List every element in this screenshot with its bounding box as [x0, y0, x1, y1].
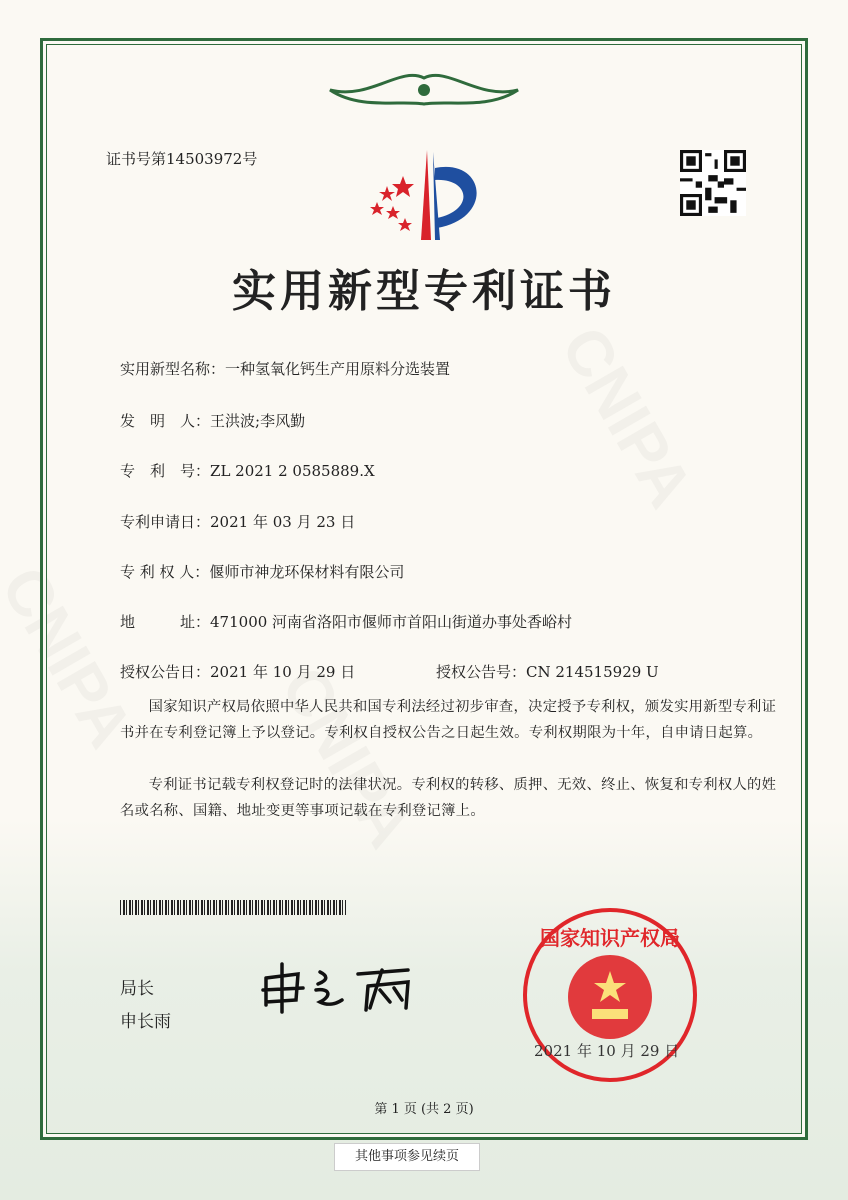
field-value: 偃师市神龙环保材料有限公司: [209, 563, 405, 581]
field-patentee: [120, 561, 404, 582]
field-label: 专 利 号：: [120, 462, 211, 480]
field-label: 专 利 权 人：: [120, 563, 210, 581]
field-label: 发 明 人：: [120, 412, 211, 430]
page-indicator: 第 1 页 (共 2 页): [374, 1102, 474, 1117]
field-grant-date: [120, 661, 355, 682]
field-label: 专利申请日：: [120, 513, 211, 531]
ornament-icon: [310, 70, 538, 110]
cnipa-logo-icon: [365, 148, 490, 243]
qr-code: [680, 150, 746, 216]
signature-icon: [258, 960, 438, 1015]
paragraph-grant: 国家知识产权局依照中华人民共和国专利法经过初步审查，决定授予专利权，颁发实用新型专利证书并在专利登记簿上予以登记。专利权自授权公告之日起生效。专利权期限为十年，自申请日起算。: [120, 699, 777, 741]
field-value: 471000 河南省洛阳市偃师市首阳山街道办事处香峪村: [210, 613, 573, 631]
field-address: [120, 611, 572, 632]
field-value: ZL 2021 2 0585889.X: [210, 462, 375, 480]
field-value: 王洪波;李风勤: [210, 412, 306, 430]
field-label: 地 址：: [120, 613, 211, 631]
field-application-date: [120, 511, 355, 532]
field-inventor: [120, 410, 305, 431]
field-label: 实用新型名称：: [120, 360, 226, 378]
field-value: 2021 年 10 月 29 日: [210, 663, 356, 681]
chief-title: 局长: [120, 979, 154, 999]
field-value: 一种氢氧化钙生产用原料分选装置: [225, 360, 451, 378]
seal-text: 国家知识产权局: [540, 926, 680, 950]
field-value: CN 214515929 U: [526, 663, 659, 681]
certificate-number: 证书号第14503972号: [106, 150, 258, 168]
field-announcement-number: [436, 661, 659, 682]
seal-date: 2021 年 10 月 29 日: [534, 1042, 680, 1060]
field-patent-number: [120, 460, 375, 481]
chief-name: 申长雨: [120, 1012, 171, 1032]
barcode: [120, 900, 346, 915]
continued-note: 其他事项参见续页: [334, 1143, 480, 1171]
paragraph-legal-status: 专利证书记载专利权登记时的法律状况。专利权的转移、质押、无效、终止、恢复和专利权人的姓名或名称、国籍、地址变更等事项记载在专利登记簿上。: [120, 777, 777, 819]
field-label: 授权公告号：: [436, 663, 527, 681]
field-utility-model-name: [120, 358, 450, 379]
field-label: 授权公告日：: [120, 663, 211, 681]
page-title: 实用新型专利证书: [232, 266, 616, 317]
field-value: 2021 年 03 月 23 日: [210, 513, 356, 531]
